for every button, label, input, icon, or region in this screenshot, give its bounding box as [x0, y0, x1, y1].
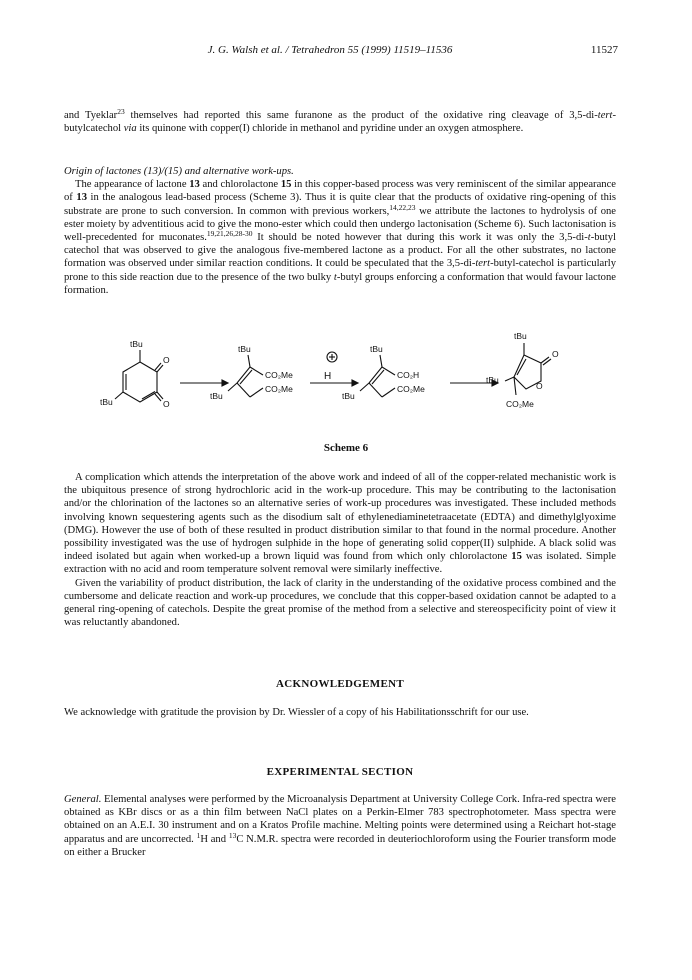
- ring-oxygen-label: O: [536, 381, 543, 391]
- tbu-label: tBu: [238, 344, 251, 354]
- tbu-label: tBu: [342, 391, 355, 401]
- page-number: 11527: [590, 44, 618, 56]
- tbu-label: tBu: [210, 391, 223, 401]
- oxygen-label: O: [163, 399, 170, 409]
- intro-paragraph: and Tyeklar$^{23}$ themselves had reported this same furanone as the product of the oxidative ring cleavage of 3,5-di-tert-butylcatechol via its quinone with copper(I) chloride in methanol and pyridine under an oxygen atmosphere.: [64, 107, 617, 135]
- origin-paragraph: The appearance of lactone 13 and chlorolactone 15 in this copper-based process was very reminiscent of the similar appearance of 13 in the analogous lead-based process (Scheme 3). Thus it is quite clear that the products of oxidative ring-opening of this substrate are prone to such conversion. In common with previous workers,$^{14,22,23}$ we attribute the lactones to hydrolysis of one ester moiety by adventitious acid to give the mono-ester which could then undergo lactonisation (Scheme 6). Such lactonisation is well-precedented for muconates.$^{19,21,26,28-30}$ It should be noted however that during this work it was only the 3,5-di-t-butyl catechol that was observed to give the analogous five-membered lactone as a product. For all the other substrates, no lactone formation was observed under similar reaction conditions. It could be speculated that the 3,5-di-tert-butyl-catechol is particularly prone to this side reaction due to the presence of the two bulky t-butyl groups enforcing a conformation that would favour lactone formation.: [64, 179, 616, 296]
- co2me-label: CO₂Me: [397, 384, 425, 394]
- tbu-label: tBu: [514, 331, 527, 341]
- acknowledgement-heading: ACKNOWLEDGEMENT: [276, 678, 404, 690]
- acknowledgement-text: We acknowledge with gratitude the provision by Dr. Wiessler of a copy of his Habilitationsschrift for our use.: [64, 707, 529, 718]
- tbu-label: tBu: [486, 375, 499, 385]
- scheme-6-diagram: [100, 325, 620, 435]
- oxygen-label: O: [163, 355, 170, 365]
- experimental-general-paragraph: General. Elemental analyses were performed by the Microanalysis Department at University College Cork. Infra-red spectra were obtained as KBr discs or as a thin film between NaCl plates on a Perkin-Elmer 783 spectrophotometer. Mass spectra were obtained on an A.E.I. 30 instrument and on a Kratos Profile machine. Melting points were determined using a Reichart hot-stage apparatus and are uncorrected. $^1$H and $^{13}$C N.M.R. spectra were recorded in deuteriochloroform using the Fourier transform mode on either a Brucker: [64, 794, 617, 858]
- complication-paragraph: A complication which attends the interpretation of the above work and indeed of all of the copper-related mechanistic work is the ubiquitous presence of strong hydrochloric acid in the work-up procedure. This may be contributing to the lactonisation and/or the chlorination of the lactones so an alternative series of work-up procedures was investigated. These included methods involving known sequestering agents such as the disodium salt of ethylenediaminetetraacetate (EDTA) and dimethylglyoxime (DMG). However the use of both of these resulted in product distribution similar to that found in the normal procedure. Another possibility investigated was the use of hydrogen sulphide in the hope of generating solid copper(II) sulphide. A black solid was indeed isolated but again when worked-up a brown liquid was found from which only chlorolactone 15 was isolated. Simple extraction with no acid and room temperature solvent removal were similarly ineffective. Given the variability of product distribution, the lack of clarity in the understanding of the oxidative process combined and the cumbersome and delicate reaction and work-up procedures, we conclude that this copper-based oxidation cannot be adapted to a general ring-opening of catechols. Despite the great promise of the method from a selective and stereospecificity point of view it was reluctantly abandoned.: [64, 472, 616, 629]
- scheme-caption: Scheme 6: [323, 442, 369, 454]
- co2me-label: CO₂Me: [265, 384, 293, 394]
- tbu-label: tBu: [130, 339, 143, 349]
- section-subheading: Origin of lactones (13)/(15) and alternative work-ups.: [64, 166, 294, 177]
- origin-section: [64, 165, 616, 297]
- tbu-label: tBu: [370, 344, 383, 354]
- running-header: [0, 44, 692, 60]
- tbu-label: tBu: [100, 397, 113, 407]
- co2me-label: CO₂Me: [506, 399, 534, 409]
- conclusion-paragraph: Given the variability of product distribution, the lack of clarity in the understanding of the oxidative process combined and the cumbersome and delicate reaction and work-up procedures, we conclude that this copper-based oxidation cannot be adapted to a general ring-opening of catechols. Despite the great promise of the method from a selective and stereospecificity point of view it was reluctantly abandoned.: [64, 577, 616, 629]
- experimental-heading: EXPERIMENTAL SECTION: [266, 766, 414, 778]
- co2me-label: CO₂Me: [265, 370, 293, 380]
- co2h-label: CO₂H: [397, 370, 420, 380]
- proton-label: H: [324, 371, 332, 382]
- running-head: J. G. Walsh et al. / Tetrahedron 55 (1999) 11519–11536: [207, 44, 453, 56]
- oxygen-label: O: [552, 349, 559, 359]
